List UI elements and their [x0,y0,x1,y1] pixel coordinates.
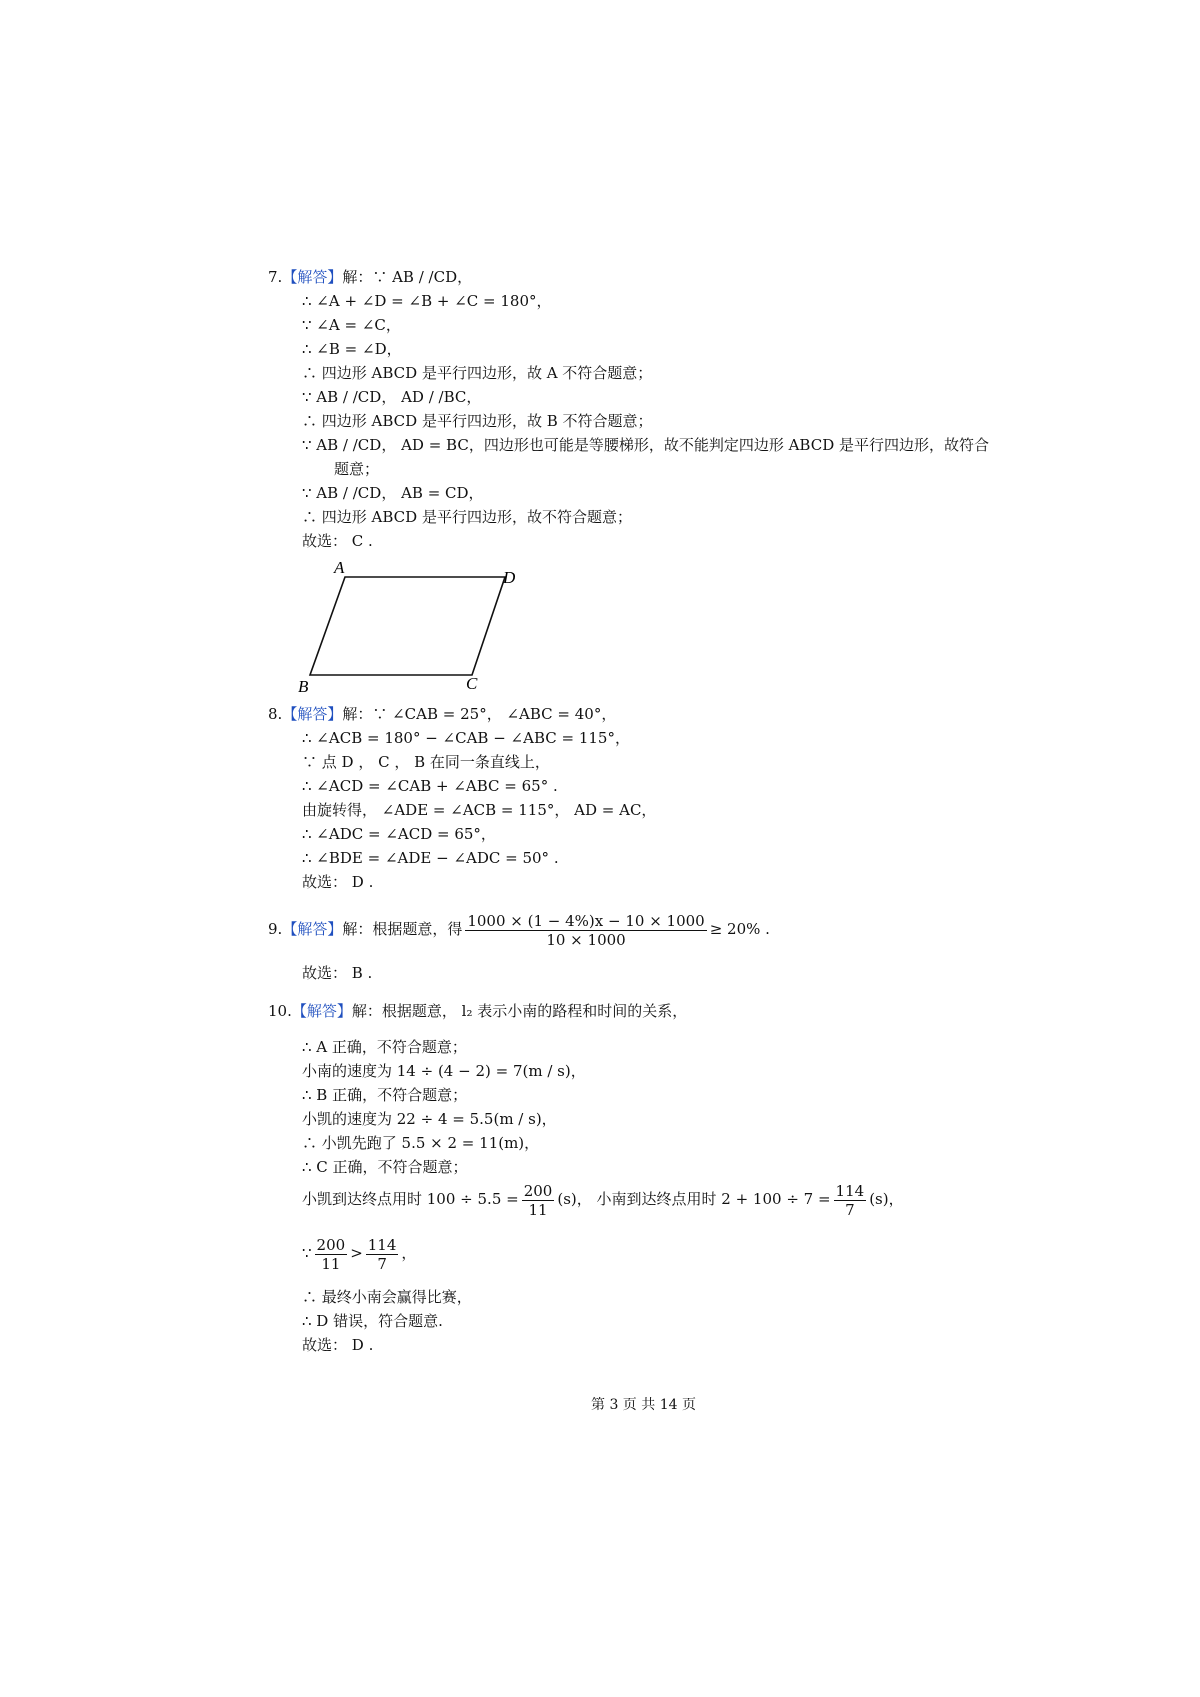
fraction-denominator: 11 [321,1254,341,1273]
problem-7-header [268,266,472,288]
problem-8-header [268,703,616,725]
problem-10-header [268,1000,687,1022]
problem-line: ∴ D 错误，符合题意. [302,1312,443,1330]
vertex-label-b: B [298,677,309,695]
problem-line: ∵ ∠A = ∠C， [302,316,401,334]
compare-suffix: ， [401,1244,417,1262]
fraction-denominator: 7 [845,1200,855,1219]
problem-line: ∴ ∠A + ∠D = ∠B + ∠C = 180°， [302,292,552,310]
compare-line [302,1230,416,1276]
problem-number: 8. [268,705,283,723]
problem-9-prefix: 解：根据题意，得 [342,920,463,938]
parallelogram-shape [310,577,505,675]
problem-line: ∴ C 正确，不符合题意； [302,1158,468,1176]
answer-line: 故选： D . [302,1336,374,1354]
problem-line: 题意； [334,460,380,478]
problem-line: ∴ B 正确，不符合题意； [302,1086,468,1104]
fraction-numerator: 114 [367,1235,397,1254]
problem-line: ∴ 最终小南会赢得比赛， [302,1288,472,1306]
problem-line: 解：∵ AB / /CD， [342,268,473,286]
problem-line: 小南的速度为 14 ÷ (4 − 2) = 7(m / s)， [302,1062,586,1080]
time-line [302,1176,904,1222]
fraction-numerator: 200 [316,1235,346,1254]
problem-line: 由旋转得， ∠ADE = ∠ACB = 115°， AD = AC， [302,801,657,819]
fraction [366,1236,399,1273]
problem-line: ∵ 点 D ， C ， B 在同一条直线上， [302,753,550,771]
fraction-numerator: 200 [523,1181,553,1200]
answer-tag: 【解答】 [282,268,343,286]
problem-line: 小凯的速度为 22 ÷ 4 = 5.5(m / s)， [302,1110,557,1128]
parallelogram-figure [290,555,530,695]
fraction [315,1236,348,1273]
time-line-part2: (s)， 小南到达终点用时 2 + 100 ÷ 7 = [557,1190,831,1208]
fraction-numerator: 1000 × (1 − 4%)x − 10 × 1000 [467,911,705,930]
answer-line: 故选： B . [302,964,373,982]
problem-line: ∴ ∠B = ∠D， [302,340,402,358]
fraction-denominator: 10 × 1000 [546,930,626,949]
answer-tag: 【解答】 [282,920,343,938]
answer-line: 故选： C . [302,532,373,550]
vertex-label-a: A [334,558,345,577]
vertex-label-d: D [503,568,516,587]
problem-line: ∴ 四边形 ABCD 是平行四边形，故 B 不符合题意； [302,412,653,430]
vertex-label-c: C [466,674,478,693]
problem-line: ∴ ∠ACB = 180° − ∠CAB − ∠ABC = 115°， [302,729,630,747]
problem-number: 7. [268,268,283,286]
problem-number: 10. [268,1002,292,1020]
problem-line: ∴ 四边形 ABCD 是平行四边形，故不符合题意； [302,508,632,526]
fraction-numerator: 114 [835,1181,865,1200]
problem-line: ∴ 四边形 ABCD 是平行四边形，故 A 不符合题意； [302,364,653,382]
compare-prefix: ∵ [302,1244,312,1262]
problem-line: ∴ A 正确，不符合题意； [302,1038,467,1056]
problem-line: ∴ ∠ACD = ∠CAB + ∠ABC = 65° . [302,777,558,795]
time-line-part1: 小凯到达终点用时 100 ÷ 5.5 = [302,1190,519,1208]
time-line-part3: (s)， [869,1190,904,1208]
problem-line: ∴ 小凯先跑了 5.5 × 2 = 11(m)， [302,1134,540,1152]
answer-line: 故选： D . [302,873,374,891]
fraction-denominator: 7 [377,1254,387,1273]
problem-9-suffix: ≥ 20% . [709,920,770,938]
problem-line: ∵ AB / /CD， AD / /BC， [302,388,482,406]
answer-tag: 【解答】 [291,1002,352,1020]
fraction [522,1182,555,1219]
problem-9-header [268,906,770,952]
problem-number: 9. [268,920,283,938]
problem-line: ∵ AB / /CD， AB = CD， [302,484,484,502]
problem-line: ∴ ∠ADC = ∠ACD = 65°， [302,825,496,843]
problem-line: 解：∵ ∠CAB = 25°， ∠ABC = 40°， [342,705,617,723]
page-footer: 第 3 页 共 14 页 [591,1397,696,1413]
fraction [834,1182,867,1219]
answer-tag: 【解答】 [282,705,343,723]
fraction [465,912,706,949]
compare-operator: > [350,1244,363,1262]
fraction-denominator: 11 [528,1200,548,1219]
problem-line: ∴ ∠BDE = ∠ADE − ∠ADC = 50° . [302,849,559,867]
problem-line: 解：根据题意， l₂ 表示小南的路程和时间的关系， [351,1002,688,1020]
problem-line: ∵ AB / /CD， AD = BC，四边形也可能是等腰梯形，故不能判定四边形 ABCD 是平行四边形，故符合 [302,436,990,454]
